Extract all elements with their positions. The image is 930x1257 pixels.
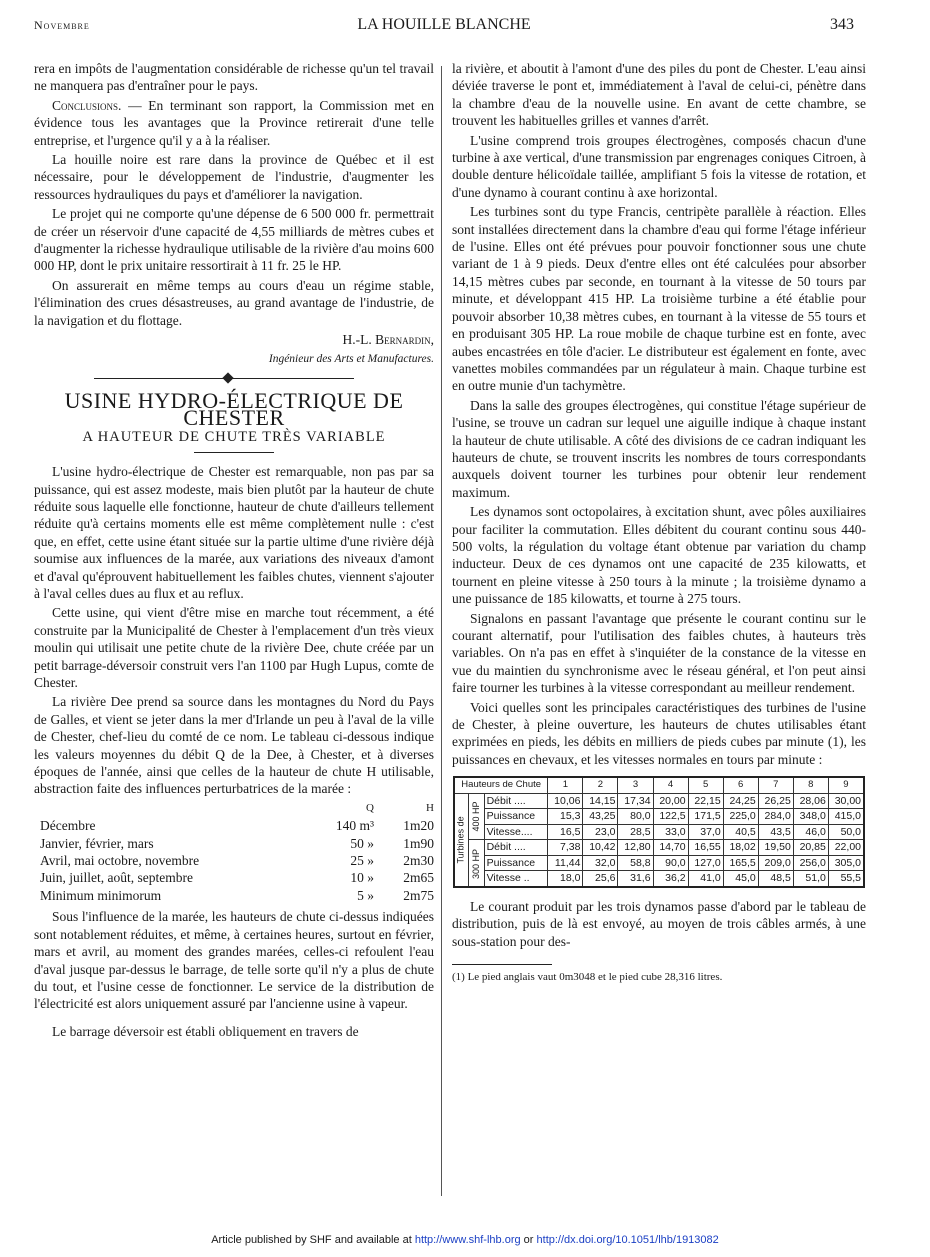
table-row <box>454 793 864 809</box>
table-body <box>454 793 864 887</box>
paragraph: On assurerait en même temps au cours d'eau un régime stable, l'élimination des crues désastreuses, au grand avantage de l'industrie, de la navigation et du flottage. <box>34 277 434 328</box>
table-cell: 18,02 <box>723 840 758 856</box>
table-cell: 7,38 <box>548 840 583 856</box>
conclusions-text: — En terminant son rapport, la Commission met en évidence tous les avantages que la Province retirerait d'une telle entreprise, et l'urgence qu'il y a à la réaliser. <box>34 97 434 148</box>
paragraph: Dans la salle des groupes électrogènes, qui constitue l'étage supérieur de l'usine, se trouve un cadran sur lequel une aiguille indique à chaque instant la hauteur de chute utilisable. A côté des divisions de ce cadran indiquant les hauteurs de chute, se trouvent inscrits les nombres de tours correspondants auxquels doivent tourner les turbines pour obtenir leur rendement maximum. <box>452 397 866 500</box>
author-signature: H.-L. Bernardin, <box>342 332 434 348</box>
table-cell: 58,8 <box>618 855 653 871</box>
paragraph: Le courant produit par les trois dynamos passe d'abord par le tableau de distribution, puis de là est envoyé, au moyen de trois câbles armés, à une sous-station pour des- <box>452 898 866 949</box>
table-cell: 37,0 <box>688 824 723 840</box>
doi-link[interactable]: http://dx.doi.org/10.1051/lhb/1913082 <box>536 1234 719 1246</box>
footnote-rule <box>452 964 552 965</box>
table-cell: 18,0 <box>548 871 583 887</box>
table-cell: 28,5 <box>618 824 653 840</box>
table-row: Juin, juillet, août, septembre 10 » 2m65 <box>40 870 434 886</box>
table-cell: 19,50 <box>758 840 793 856</box>
row-label: Débit .... <box>484 793 548 809</box>
paragraph: La houille noire est rare dans la province de Québec et il est nécessaire, pour le développement de l'industrie, d'augmenter les ressources hydrauliques du pays et d'améliorer la navigation. <box>34 152 434 202</box>
table-cell: 50,0 <box>828 824 864 840</box>
table-cell: 33,0 <box>653 824 688 840</box>
table-cell: 32,0 <box>583 855 618 871</box>
turbine-characteristics-table: Hauteurs de Chute 1 2 3 4 5 6 7 8 9 Turbines de 400 HP Débit .... 10,06 14,15 17,34 20,00 22,15 24,25 26,25 28,06 30,00 Puissance 15,3 43,25 80,0 122,5 171,5 225,0 284,0 348,0 415,0 Vitesse.... 16,5 23,0 28,5 33,0 37,0 40,5 43,5 46,0 50,0 300 HP Débit .... 7,38 10,42 12,80 14,70 16,55 18,02 19,50 20,85 22,00 Puissance 11,44 32,0 58,8 90,0 127,0 165,5 209,0 256,0 305,0 Vitesse .. 18,0 25,6 31,6 36,2 41,0 45,0 48,5 51,0 55,5 <box>453 776 865 888</box>
turbine-group-label: 300 HP <box>468 840 484 887</box>
table-cell: 16,5 <box>548 824 583 840</box>
paragraph: Sous l'influence de la marée, les hauteurs de chute ci-dessus indiquées sont notablement réduites, et même, à certaines heures, surtout en février, mars et avril, au moment des grandes marées, celles-ci refoulent l'eau d'aval jusque par-dessus le barrage, de telle sorte qu'il n'y a plus de chute du tout, et l'usine cesse de fonctionner. Le service de la distribution de l'électricité est alors uniquement assuré par l'ancienne usine à vapeur. <box>34 909 434 1012</box>
notice-prefix: Article published by SHF and available at <box>211 1234 415 1246</box>
turbines-label: Turbines de <box>454 793 468 887</box>
publication-notice <box>0 1234 930 1246</box>
row-label: Puissance <box>484 809 548 825</box>
paragraph: Les turbines sont du type Francis, centripète parallèle à réaction. Elles sont installées directement dans la chambre d'eau qui forme l'étage inférieur de l'usine. Elles ont été prévues pour pouvoir fonctionner sous une chute variant de 1 à 9 pieds. Deux d'entre elles ont été calculées pour absorber 14,15 mètres cubes par seconde, en tournant à la vitesse de 50 tours par minute, et développant 415 HP. La troisième turbine a été établie pour pouvoir absorber 10,38 mètres cubes, en tournant à la vitesse de 55 tours et en produisant 305 HP. La roue mobile de chaque turbine est en fonte, avec aubes encastrées en tôle d'acier. Le distributeur est également en fonte, avec vanettes mobiles commandées par un régulateur à main. Chaque turbine est en outre munie d'un tachymètre. <box>452 204 866 394</box>
table-cell: 348,0 <box>793 809 828 825</box>
row-label: Vitesse.... <box>484 824 548 840</box>
table-row: Décembre 140 m³ 1m20 <box>40 818 434 834</box>
table-cell: 11,44 <box>548 855 583 871</box>
paragraph: Signalons en passant l'avantage que présente le courant continu sur le courant alternatif, pour l'utilisation des faibles chutes, à hauteurs très variables. On n'a pas en effet à s'inquiéter de la constance de la vitesse en vue du maintien du synchronisme avec le réseau général, et l'on peut ainsi faire tourner les turbines à la vitesse correspondant au meilleur rendement. <box>452 610 866 696</box>
table-cell: 31,6 <box>618 871 653 887</box>
column-divider <box>441 66 442 1196</box>
table-cell: 16,55 <box>688 840 723 856</box>
table-cell: 415,0 <box>828 809 864 825</box>
table-row <box>454 871 864 887</box>
table-cell: 22,15 <box>688 793 723 809</box>
journal-title: LA HOUILLE BLANCHE <box>357 16 531 33</box>
paragraph: La rivière Dee prend sa source dans les montagnes du Nord du Pays de Galles, et vient se jeter dans la mer d'Irlande un peu à l'aval de la ville de Chester, chef-lieu du comté de ce nom. Le tableau ci-dessous indique les valeurs moyennes du débit Q de la Dee, à Chester, et à diverses époques de l'année, ainsi que celles de la hauteur de chute H utilisable, abstraction faite des influences perturbatrices de la marée : <box>34 694 434 797</box>
table-cell: 15,3 <box>548 809 583 825</box>
table-row: Avril, mai octobre, novembre 25 » 2m30 <box>40 853 434 869</box>
table-cell: 20,00 <box>653 793 688 809</box>
table-cell: 17,34 <box>618 793 653 809</box>
table-cell: 10,42 <box>583 840 618 856</box>
footnote: (1) Le pied anglais vaut 0m3048 et le pied cube 28,316 litres. <box>452 970 723 983</box>
table-row <box>454 855 864 871</box>
left-column <box>34 60 434 1042</box>
paragraph: Les dynamos sont octopolaires, à excitation shunt, avec pôles auxiliaires pour faciliter la commutation. Elles débitent du courant continu sous 440-500 volts, la régulation du voltage étant obtenue par variation du champ inducteur. Deux de ces dynamos ont une capacité de 235 kilowatts, et tournent en pleine vitesse à 250 tours à la minute ; la troisième dynamo a une puissance de 185 kilowatts, et tourne à 275 tours. <box>452 504 866 607</box>
page-number: 343 <box>830 16 854 33</box>
table-cell: 10,06 <box>548 793 583 809</box>
author-title: Ingénieur des Arts et Manufactures. <box>268 352 434 365</box>
table-cell: 12,80 <box>618 840 653 856</box>
table-cell: 284,0 <box>758 809 793 825</box>
turbine-group-label: 400 HP <box>468 793 484 840</box>
table-row <box>454 824 864 840</box>
table-row: Janvier, février, mars 50 » 1m90 <box>40 835 434 851</box>
section-divider <box>34 372 434 386</box>
paragraph: Le projet qui ne comporte qu'une dépense de 6 500 000 fr. permettrait de créer un réservoir d'une capacité de 4,55 milliards de mètres cubes et d'augmenter la richesse hydraulique utilisable de la rivière d'au moins 600 000 HP, dont le prix unitaire ressortirait à 11 fr. 25 le HP. <box>34 206 434 274</box>
table-cell: 256,0 <box>793 855 828 871</box>
row-label: Vitesse .. <box>484 871 548 887</box>
table-cell: 23,0 <box>583 824 618 840</box>
flow-table-head-q: Q <box>366 801 374 814</box>
table-cell: 51,0 <box>793 871 828 887</box>
paragraph: Le barrage déversoir est établi obliquement en travers de <box>52 1023 359 1039</box>
page-header <box>34 14 854 38</box>
paragraph: L'usine hydro-électrique de Chester est remarquable, non pas par sa puissance, qui est assez modeste, mais bien plutôt par la hauteur de chute réduite sous laquelle elle fonctionne, hauteur de chute d'ailleurs tellement réduite qu'à certains moments elle est même complètement nulle : c'est que, en effet, cette usine étant située sur la partie ultime d'une rivière déjà soumise aux influences de la marée, aux variations des niveaux d'amont et d'aval qu'éprouvent habituellement les faibles chutes, viennent s'ajouter à l'aval celles dues au flux et au reflux. <box>34 464 434 601</box>
table-cell: 40,5 <box>723 824 758 840</box>
table-cell: 55,5 <box>828 871 864 887</box>
table-cell: 305,0 <box>828 855 864 871</box>
table-cell: 46,0 <box>793 824 828 840</box>
table-row <box>454 809 864 825</box>
table-cell: 26,25 <box>758 793 793 809</box>
table-cell: 24,25 <box>723 793 758 809</box>
table-cell: 127,0 <box>688 855 723 871</box>
table-cell: 80,0 <box>618 809 653 825</box>
table-cell: 20,85 <box>793 840 828 856</box>
right-column <box>452 60 866 988</box>
paragraph: la rivière, et aboutit à l'amont d'une des piles du pont de Chester. L'eau ainsi déviée traverse le pont et, immédiatement à l'aval de celui-ci, pénètre dans la chambre d'eau de la nouvelle usine. En avant de cette chambre, se trouvent les habituelles grilles et vannes d'arrêt. <box>452 61 866 129</box>
table-cell: 90,0 <box>653 855 688 871</box>
table-cell: 43,5 <box>758 824 793 840</box>
article-subtitle: A HAUTEUR DE CHUTE TRÈS VARIABLE <box>82 428 386 445</box>
table-cell: 171,5 <box>688 809 723 825</box>
table-cell: 45,0 <box>723 871 758 887</box>
flow-table <box>34 800 434 904</box>
table-cell: 43,25 <box>583 809 618 825</box>
notice-mid: or <box>520 1234 537 1246</box>
table-cell: 22,00 <box>828 840 864 856</box>
table-row <box>454 840 864 856</box>
paragraph: L'usine comprend trois groupes électrogènes, composés chacun d'une turbine à axe vertical, d'une transmission par engrenages coniques Citroen, à double denture hélicoïdale taillée, amplifiant 5 fois la vitesse de rotation, et d'une dynamo à courant continu à axe horizontal. <box>452 132 866 200</box>
table-cell: 122,5 <box>653 809 688 825</box>
article-title: USINE HYDRO-ÉLECTRIQUE DE CHESTER <box>64 387 404 431</box>
paragraph: rera en impôts de l'augmentation considérable de richesse qu'un tel travail ne manquera pas d'entraîner pour le pays. <box>34 61 434 94</box>
paragraph: Cette usine, qui vient d'être mise en marche tout récemment, a été construite par la Municipalité de Chester à l'emplacement d'un très vieux moulin qui utilisait une petite chute de la rivière Dee, chute créée par un petit barrage-déversoir construit vers l'an 1100 par Hugh Lupus, comte de Chester. <box>34 605 434 690</box>
table-cell: 209,0 <box>758 855 793 871</box>
table-cell: 48,5 <box>758 871 793 887</box>
table-cell: 14,15 <box>583 793 618 809</box>
table-cell: 225,0 <box>723 809 758 825</box>
table-row: Minimum minimorum 5 » 2m75 <box>40 887 434 903</box>
table-cell: 41,0 <box>688 871 723 887</box>
row-label: Débit .... <box>484 840 548 856</box>
table-cell: 14,70 <box>653 840 688 856</box>
conclusions-label: Conclusions. <box>52 97 122 113</box>
table-cell: 30,00 <box>828 793 864 809</box>
row-label: Puissance <box>484 855 548 871</box>
title-rule <box>194 452 274 453</box>
table-head-label: Hauteurs de Chute <box>454 777 548 793</box>
table-cell: 28,06 <box>793 793 828 809</box>
table-cell: 36,2 <box>653 871 688 887</box>
paragraph: Voici quelles sont les principales caractéristiques des turbines de l'usine de Chester, à pleine ouverture, les hauteurs de chutes utilisables étant exprimées en pieds, les débits en milliers de pieds cubes par minute (1), les puissances en chevaux, et les vitesses normales en tours par minute : <box>452 699 866 767</box>
table-cell: 25,6 <box>583 871 618 887</box>
table-cell: 165,5 <box>723 855 758 871</box>
header-month: Novembre <box>34 18 90 32</box>
conclusions-paragraph <box>34 97 434 149</box>
flow-table-head-h: H <box>426 801 434 814</box>
shf-link[interactable]: http://www.shf-lhb.org <box>414 1234 521 1246</box>
